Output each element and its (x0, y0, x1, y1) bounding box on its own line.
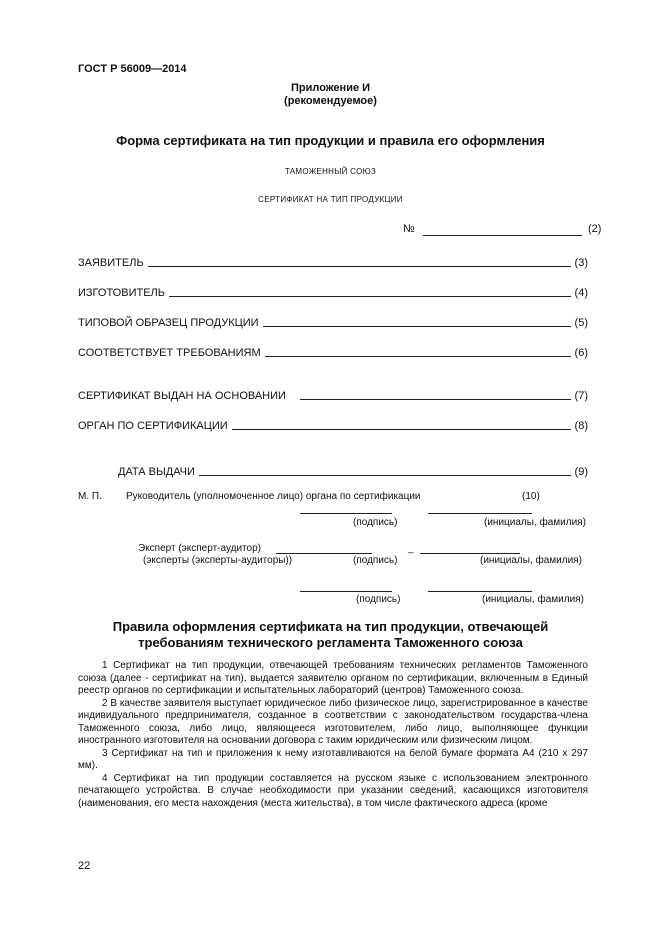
field-label: СЕРТИФИКАТ ВЫДАН НА ОСНОВАНИИ (78, 390, 286, 402)
head-initials-caption: (инициалы, фамилия) (484, 517, 586, 528)
paragraph: 3 Сертификат на тип и приложения к нему изготавливаются на белой бумаге формата А4 (210 х 297 мм). (78, 747, 588, 771)
second-initials-caption: (инициалы, фамилия) (482, 594, 584, 605)
field-certification-body (78, 418, 588, 432)
field-ref: (3) (574, 257, 588, 269)
field-ref: (5) (574, 317, 588, 329)
field-label: ЗАЯВИТЕЛЬ (78, 257, 144, 269)
second-signature-line (300, 591, 392, 592)
expert-signature-caption: (подпись) (353, 555, 398, 566)
field-line (263, 325, 571, 327)
head-ref: (10) (522, 491, 540, 502)
appendix-title: Приложение И (290, 82, 371, 94)
field-applicant (78, 255, 588, 269)
head-signature-caption: (подпись) (353, 517, 398, 528)
expert-label: Эксперт (эксперт-аудитор) (138, 543, 261, 554)
number-ref: (2) (588, 223, 602, 235)
field-issue-date (118, 464, 588, 478)
field-label: ОРГАН ПО СЕРТИФИКАЦИИ (78, 420, 228, 432)
certificate-union: ТАМОЖЕННЫЙ СОЮЗ (284, 167, 377, 176)
second-signature-caption: (подпись) (356, 594, 401, 605)
rules-body (78, 660, 588, 810)
field-ref: (6) (574, 347, 588, 359)
field-basis (78, 388, 588, 402)
field-ref: (9) (574, 466, 588, 478)
document-header: ГОСТ Р 56009—2014 (78, 63, 187, 75)
appendix-subtitle: (рекомендуемое) (284, 95, 377, 107)
rules-title-line-1: Правила оформления сертификата на тип продукции, отвечающей (112, 619, 549, 634)
field-ref: (4) (574, 287, 588, 299)
form-title: Форма сертификата на тип продукции и правила его оформления (116, 133, 545, 148)
head-signature-line (300, 513, 392, 514)
rules-title-line-2: требованиям технического регламента Таможенного союза (138, 635, 523, 650)
field-line (148, 265, 571, 267)
paragraph: 1 Сертификат на тип продукции, отвечающей требованиям технических регламентов Таможенного союза (далее - сертификат на тип), выдается заявителю органом по сертификации, включенным в Единый реестр органов по сертификации и испытательных лабораторий (центров) Таможенного союза. (78, 660, 588, 696)
field-requirements (78, 345, 588, 359)
page-number: 22 (78, 860, 91, 872)
field-line (232, 428, 571, 430)
field-ref: (8) (574, 420, 588, 432)
expert-signature-line (276, 553, 372, 554)
field-line (265, 355, 571, 357)
field-product-sample (78, 315, 588, 329)
field-label: ИЗГОТОВИТЕЛЬ (78, 287, 165, 299)
field-line (169, 295, 571, 297)
expert-dash: _ (408, 543, 414, 554)
experts-label: (эксперты (эксперты-аудиторы)) (143, 555, 293, 566)
paragraph: 4 Сертификат на тип продукции составляется на русском языке с использованием электронного печатающего устройства. В случае необходимости при указании сведений, касающихся изготовителя (наименования, его места нахождения (места жительства), в том числе фактического адреса (кроме (78, 772, 588, 809)
expert-initials-caption: (инициалы, фамилия) (480, 555, 582, 566)
expert-initials-line (420, 553, 520, 554)
field-line (199, 474, 571, 476)
number-sign: № (403, 223, 415, 235)
paragraph: 2 В качестве заявителя выступает юридическое либо физическое лицо, зарегистрированное в качестве индивидуального предпринимателя, созданное в соответствии с законодательством государства-члена Таможенного союза, либо лицо, являющееся изготовителем, либо лицо, выполняющее функции иностранного изготовителя на основании договора с таким юридическим или физическим лицом. (78, 697, 588, 746)
field-line (300, 398, 571, 400)
number-field-line (423, 235, 582, 236)
stamp-place: М. П. (78, 491, 102, 502)
field-label: ДАТА ВЫДАЧИ (118, 466, 195, 478)
head-initials-line (428, 513, 532, 514)
field-label: ТИПОВОЙ ОБРАЗЕЦ ПРОДУКЦИИ (78, 317, 259, 329)
certificate-name: СЕРТИФИКАТ НА ТИП ПРОДУКЦИИ (258, 195, 403, 204)
second-initials-line (428, 591, 532, 592)
field-manufacturer (78, 285, 588, 299)
field-label: СООТВЕТСТВУЕТ ТРЕБОВАНИЯМ (78, 347, 261, 359)
field-ref: (7) (574, 390, 588, 402)
head-label: Руководитель (уполномоченное лицо) органа по сертификации (126, 491, 421, 502)
